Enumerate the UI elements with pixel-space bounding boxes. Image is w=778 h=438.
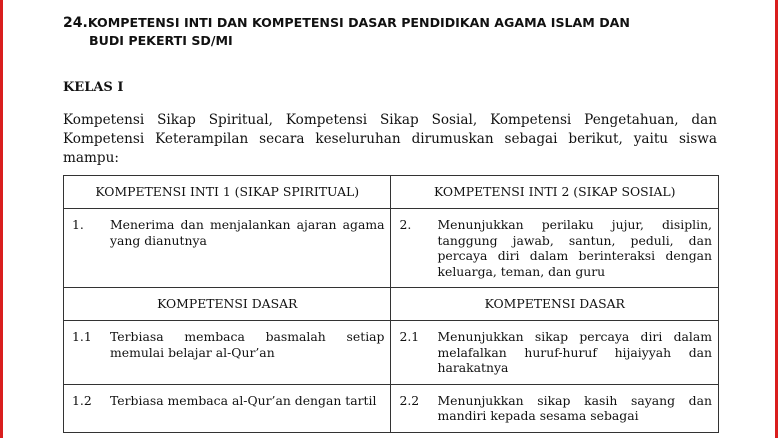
section-number: 24.	[63, 15, 88, 31]
ki-header-row	[64, 176, 719, 209]
item-text: Terbiasa membaca basmalah setiap memulai belajar al-Qur’an	[110, 329, 385, 360]
ki-content-row	[64, 209, 719, 288]
heading-line-2: BUDI PEKERTI SD/MI	[89, 33, 233, 48]
kd-cell	[64, 321, 391, 385]
item-number: 1.	[72, 217, 84, 232]
kd-cell	[64, 384, 391, 432]
ki2-cell	[391, 209, 719, 288]
kd-row	[64, 321, 719, 385]
kd-cell	[391, 384, 719, 432]
item-text: Menunjukkan perilaku jujur, disiplin, tanggung jawab, santun, peduli, dan percaya diri dalam berinteraksi dengan keluarga, teman, dan guru	[437, 217, 712, 279]
item-number: 2.2	[399, 392, 420, 408]
item-text: Menunjukkan sikap percaya diri dalam melafalkan huruf-huruf hijaiyyah dan harakatnya	[437, 329, 712, 375]
kd2-header: KOMPETENSI DASAR	[391, 288, 719, 321]
intro-paragraph: Kompetensi Sikap Spiritual, Kompetensi Sikap Sosial, Kompetensi Pengetahuan, dan Kompetensi Keterampilan secara keseluruhan dirumuskan sebagai berikut, yaitu siswa mampu:	[63, 112, 717, 166]
item-number: 1.1	[72, 329, 92, 344]
competency-table	[63, 175, 719, 433]
item-text: Menunjukkan sikap kasih sayang dan mandiri kepada sesama sebagai	[437, 392, 712, 423]
item-number: 1.2	[72, 392, 92, 408]
class-label: KELAS I	[63, 80, 124, 95]
kd-cell	[391, 321, 719, 385]
item-text: Menerima dan menjalankan ajaran agama yang dianutnya	[110, 217, 385, 248]
ki1-cell	[64, 209, 391, 288]
item-text: Terbiasa membaca al-Qur’an dengan tartil	[110, 392, 377, 408]
item-number: 2.1	[399, 329, 420, 344]
kd-row	[64, 384, 719, 432]
kd-header-row	[64, 288, 719, 321]
ki1-header: KOMPETENSI INTI 1 (SIKAP SPIRITUAL)	[64, 176, 391, 209]
kd1-header: KOMPETENSI DASAR	[64, 288, 391, 321]
ki2-header: KOMPETENSI INTI 2 (SIKAP SOSIAL)	[391, 176, 719, 209]
section-heading	[63, 14, 723, 49]
item-number: 2.	[399, 217, 412, 232]
heading-line-1: KOMPETENSI INTI DAN KOMPETENSI DASAR PENDIDIKAN AGAMA ISLAM DAN	[87, 15, 630, 30]
